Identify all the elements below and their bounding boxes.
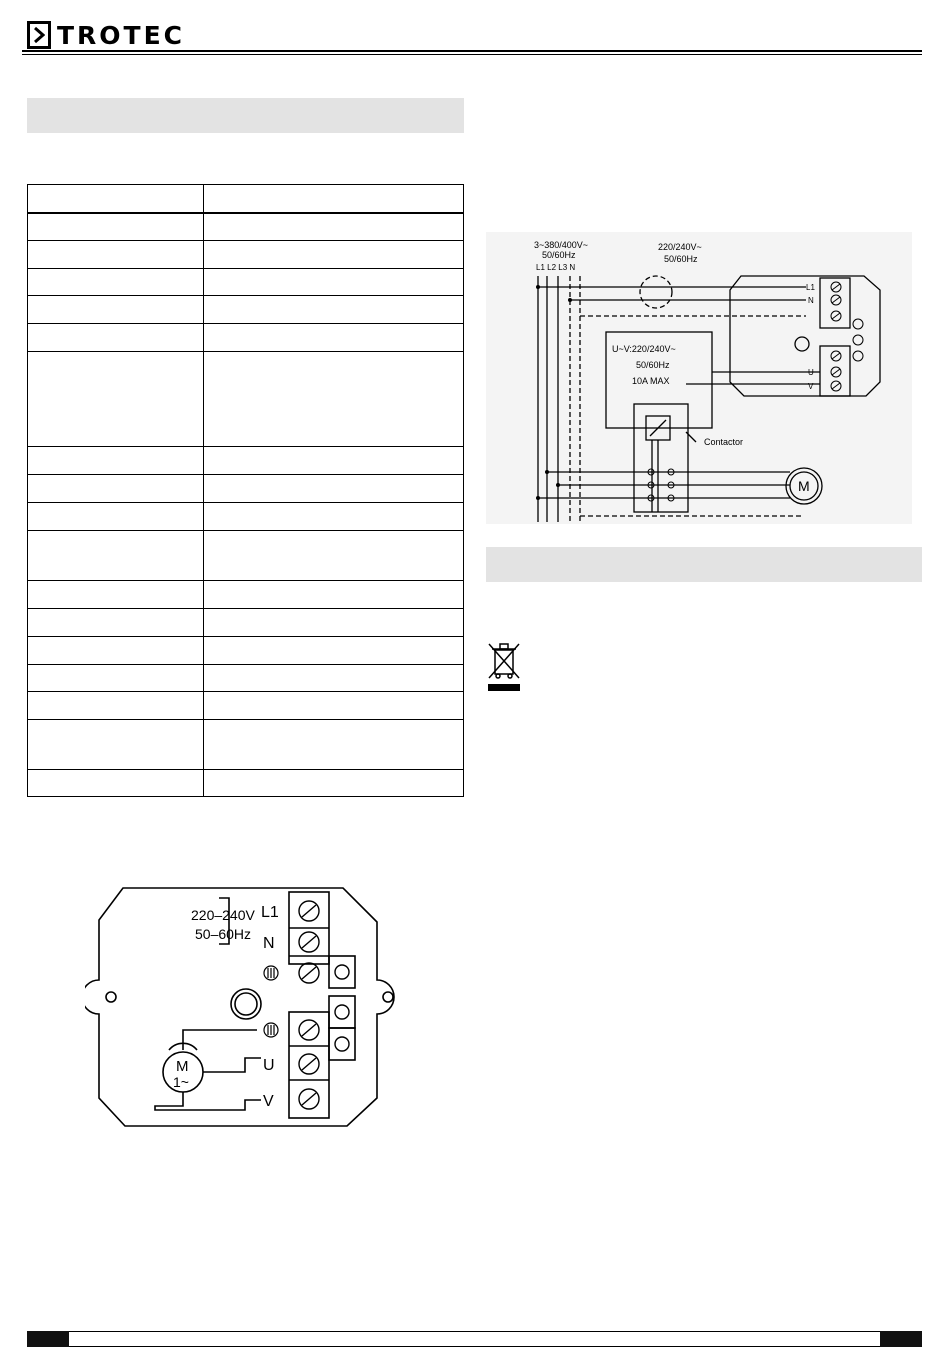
footer-block-left [27, 1331, 69, 1347]
table-row [28, 475, 464, 503]
terminal-n-label: N [808, 296, 814, 305]
chevron-right-icon [27, 21, 51, 49]
table-row [28, 637, 464, 665]
table-row [28, 296, 464, 324]
wiring-diagram-three-phase [486, 232, 912, 524]
spec-table [27, 184, 464, 797]
control-frequency-label: 50/60Hz [664, 254, 698, 264]
brand-logo [27, 18, 185, 52]
voltage-label: 220–240V [191, 907, 255, 923]
table-row [28, 692, 464, 720]
contactor-label: Contactor [704, 437, 744, 447]
table-row [28, 581, 464, 609]
table-row [28, 447, 464, 475]
supply-voltage-label: 3~380/400V~ [534, 240, 589, 250]
motor-label: M [176, 1058, 189, 1075]
box-line-3: 10A MAX [632, 376, 670, 386]
table-row [28, 609, 464, 637]
brand-name: TROTEC [57, 20, 186, 50]
section-bar-technical-data [27, 98, 464, 133]
header-rule-thin [22, 54, 922, 55]
footer-block-right [880, 1331, 922, 1347]
table-row [28, 531, 464, 581]
supply-frequency-label: 50/60Hz [542, 250, 576, 260]
terminal-u-label: U [808, 368, 814, 377]
weee-crossed-bin-icon [486, 640, 522, 694]
motor-phase-label: 1~ [173, 1074, 189, 1090]
frequency-label: 50–60Hz [195, 926, 252, 942]
table-header-row [28, 185, 464, 213]
table-row [28, 269, 464, 296]
terminal-l1-label: L1 [806, 283, 815, 292]
table-row [28, 352, 464, 447]
terminal-v-label: V [263, 1093, 274, 1110]
control-voltage-label: 220/240V~ [658, 242, 702, 252]
box-line-1: U~V:220/240V~ [612, 344, 676, 354]
table-row [28, 720, 464, 770]
table-row [28, 324, 464, 352]
terminal-v-label: V [808, 382, 814, 391]
header-rule [22, 50, 922, 52]
table-row [28, 213, 464, 241]
wiring-diagram-single-phase [85, 884, 405, 1130]
table-row [28, 770, 464, 797]
footer-bar [27, 1331, 922, 1347]
terminal-n-label: N [263, 935, 275, 952]
table-row [28, 241, 464, 269]
section-bar-disposal [486, 547, 922, 582]
three-phase-motor-label: M [798, 478, 810, 494]
supply-lines-label: L1 L2 L3 N [536, 263, 576, 272]
table-row [28, 665, 464, 692]
terminal-u-label: U [263, 1057, 275, 1074]
terminal-l1-label: L1 [261, 904, 279, 921]
box-line-2: 50/60Hz [636, 360, 670, 370]
table-row [28, 503, 464, 531]
